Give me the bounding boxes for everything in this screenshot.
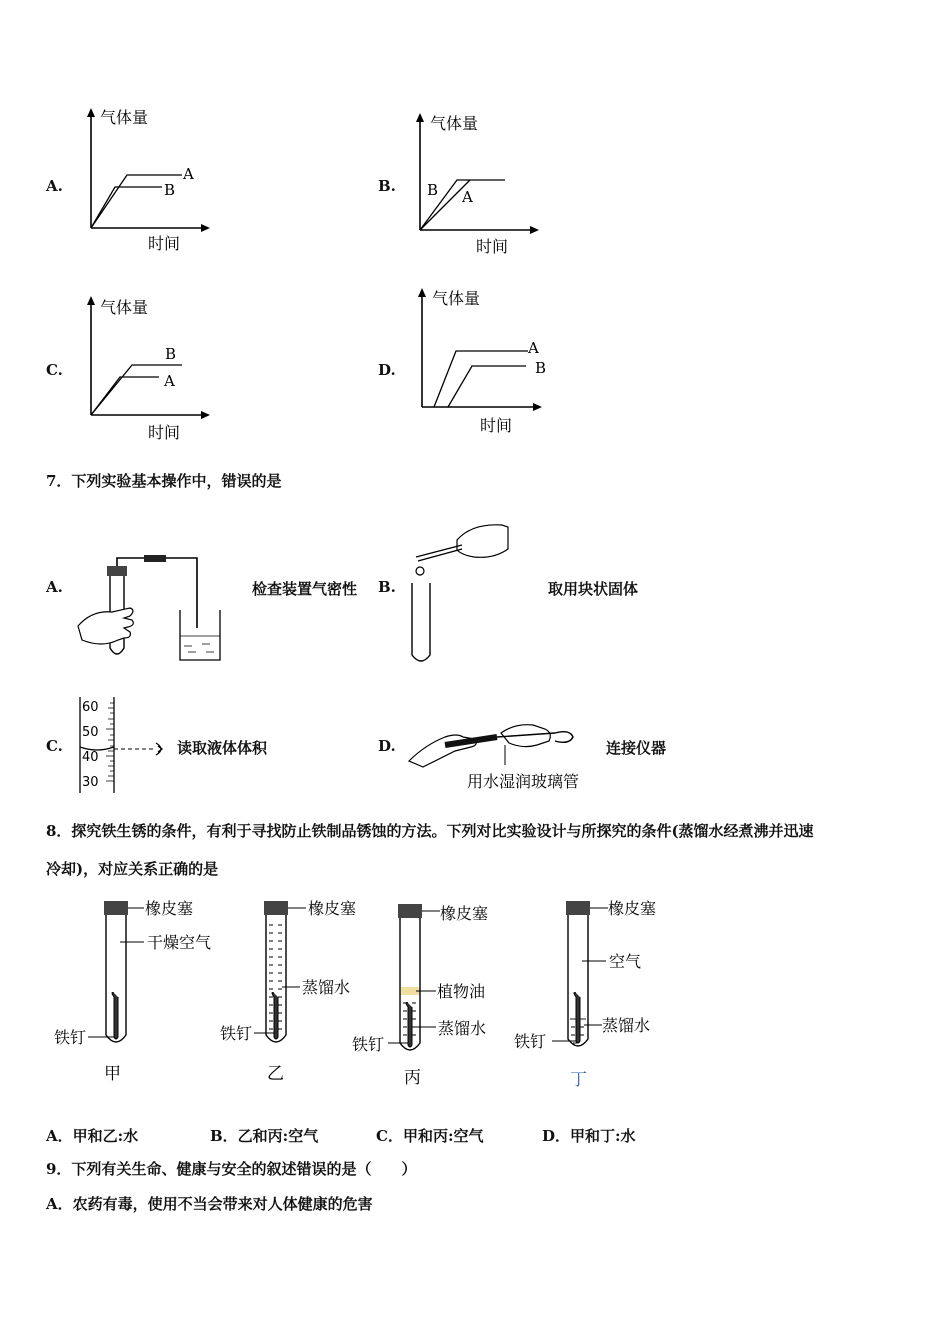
connecting-apparatus	[405, 715, 605, 795]
graph-b	[410, 110, 550, 260]
curve-label-1: A	[183, 165, 194, 183]
y-axis-label: 气体量	[432, 289, 481, 308]
test-tube-ding	[512, 895, 682, 1095]
q7-option-letter-a[interactable]: A.	[46, 578, 63, 596]
question-8-stem-line1: 8．探究铁生锈的条件，有利于寻找防止铁制品锈蚀的方法。下列对比实验设计与所探究的条件(蒸馏水经煮沸并迅速	[46, 822, 814, 840]
curve-label-2: B	[535, 359, 547, 377]
q7-option-letter-b[interactable]: B.	[378, 578, 396, 596]
curve-b	[448, 366, 526, 407]
airtightness-check-apparatus	[72, 548, 242, 668]
content-label: 干燥空气	[147, 933, 212, 952]
tube-name: 甲	[104, 1064, 121, 1084]
option-letter-b[interactable]: B.	[378, 177, 396, 195]
graph-c	[82, 293, 222, 448]
tube-name: 乙	[267, 1064, 284, 1084]
tube-label: 用水湿润玻璃管	[467, 772, 580, 791]
option-letter-c[interactable]: C.	[46, 361, 63, 379]
test-tube-jia	[50, 895, 230, 1085]
q8-option-d[interactable]: D．甲和丁:水	[542, 1127, 636, 1145]
x-axis-label: 时间	[148, 423, 181, 442]
content-label: 蒸馏水	[302, 978, 351, 997]
graph-d	[410, 285, 560, 440]
q7-caption-d: 连接仪器	[606, 739, 667, 757]
curve-label-1: A	[528, 339, 539, 357]
q7-option-letter-c[interactable]: C.	[46, 737, 63, 755]
graduated-cylinder	[70, 695, 180, 795]
curve-label-1: B	[165, 345, 177, 363]
curve-b	[91, 187, 162, 228]
q7-caption-c: 读取液体体积	[177, 739, 268, 757]
nail-label: 铁钉	[54, 1028, 87, 1047]
curve-label-2: A	[164, 372, 175, 390]
y-axis-label: 气体量	[100, 108, 149, 127]
curve-label-1: B	[427, 181, 439, 199]
x-axis-label: 时间	[148, 234, 181, 253]
curve-label-2: B	[164, 181, 176, 199]
y-axis-label: 气体量	[430, 114, 479, 133]
question-7-stem: 7．下列实验基本操作中，错误的是	[46, 472, 282, 490]
stopper-label: 橡皮塞	[608, 899, 657, 918]
y-axis-label: 气体量	[100, 298, 149, 317]
option-letter-a[interactable]: A.	[46, 177, 63, 195]
q8-option-c[interactable]: C．甲和丙:空气	[376, 1127, 484, 1145]
tick-label: 30	[82, 775, 99, 790]
tick-label: 40	[82, 750, 99, 765]
tube-name: 丙	[404, 1068, 421, 1088]
content-label: 蒸馏水	[438, 1019, 487, 1038]
test-tube-bing	[352, 895, 522, 1090]
curve-a	[434, 351, 528, 407]
x-axis-label: 时间	[476, 237, 509, 256]
stopper-label: 橡皮塞	[440, 904, 489, 923]
nail-label: 铁钉	[514, 1032, 547, 1051]
nail-label: 铁钉	[220, 1024, 253, 1043]
question-8-stem-line2: 冷却)，对应关系正确的是	[46, 860, 219, 878]
q7-caption-a: 检查装置气密性	[252, 580, 358, 598]
curve-label-2: A	[462, 188, 473, 206]
q9-option-a[interactable]: A．农药有毒，使用不当会带来对人体健康的危害	[46, 1195, 373, 1213]
tick-label: 50	[82, 725, 99, 740]
option-letter-d[interactable]: D.	[378, 361, 396, 379]
stopper-label: 橡皮塞	[145, 899, 194, 918]
solid-sampling-apparatus	[402, 515, 522, 670]
air-label: 空气	[609, 952, 642, 971]
question-9-stem: 9．下列有关生命、健康与安全的叙述错误的是（ ）	[46, 1160, 417, 1178]
q8-option-b[interactable]: B．乙和丙:空气	[210, 1127, 319, 1145]
tick-label: 60	[82, 700, 99, 715]
curve-a	[91, 377, 159, 415]
q7-option-letter-d[interactable]: D.	[378, 737, 396, 755]
x-axis-label: 时间	[480, 416, 513, 435]
tube-name: 丁	[570, 1070, 587, 1090]
graph-a	[82, 105, 222, 255]
nail-label: 铁钉	[352, 1035, 385, 1054]
q8-option-a[interactable]: A．甲和乙:水	[46, 1127, 139, 1145]
q7-caption-b: 取用块状固体	[548, 580, 639, 598]
stopper-label: 橡皮塞	[308, 899, 357, 918]
oil-label: 植物油	[437, 982, 486, 1001]
content-label: 蒸馏水	[602, 1016, 651, 1035]
